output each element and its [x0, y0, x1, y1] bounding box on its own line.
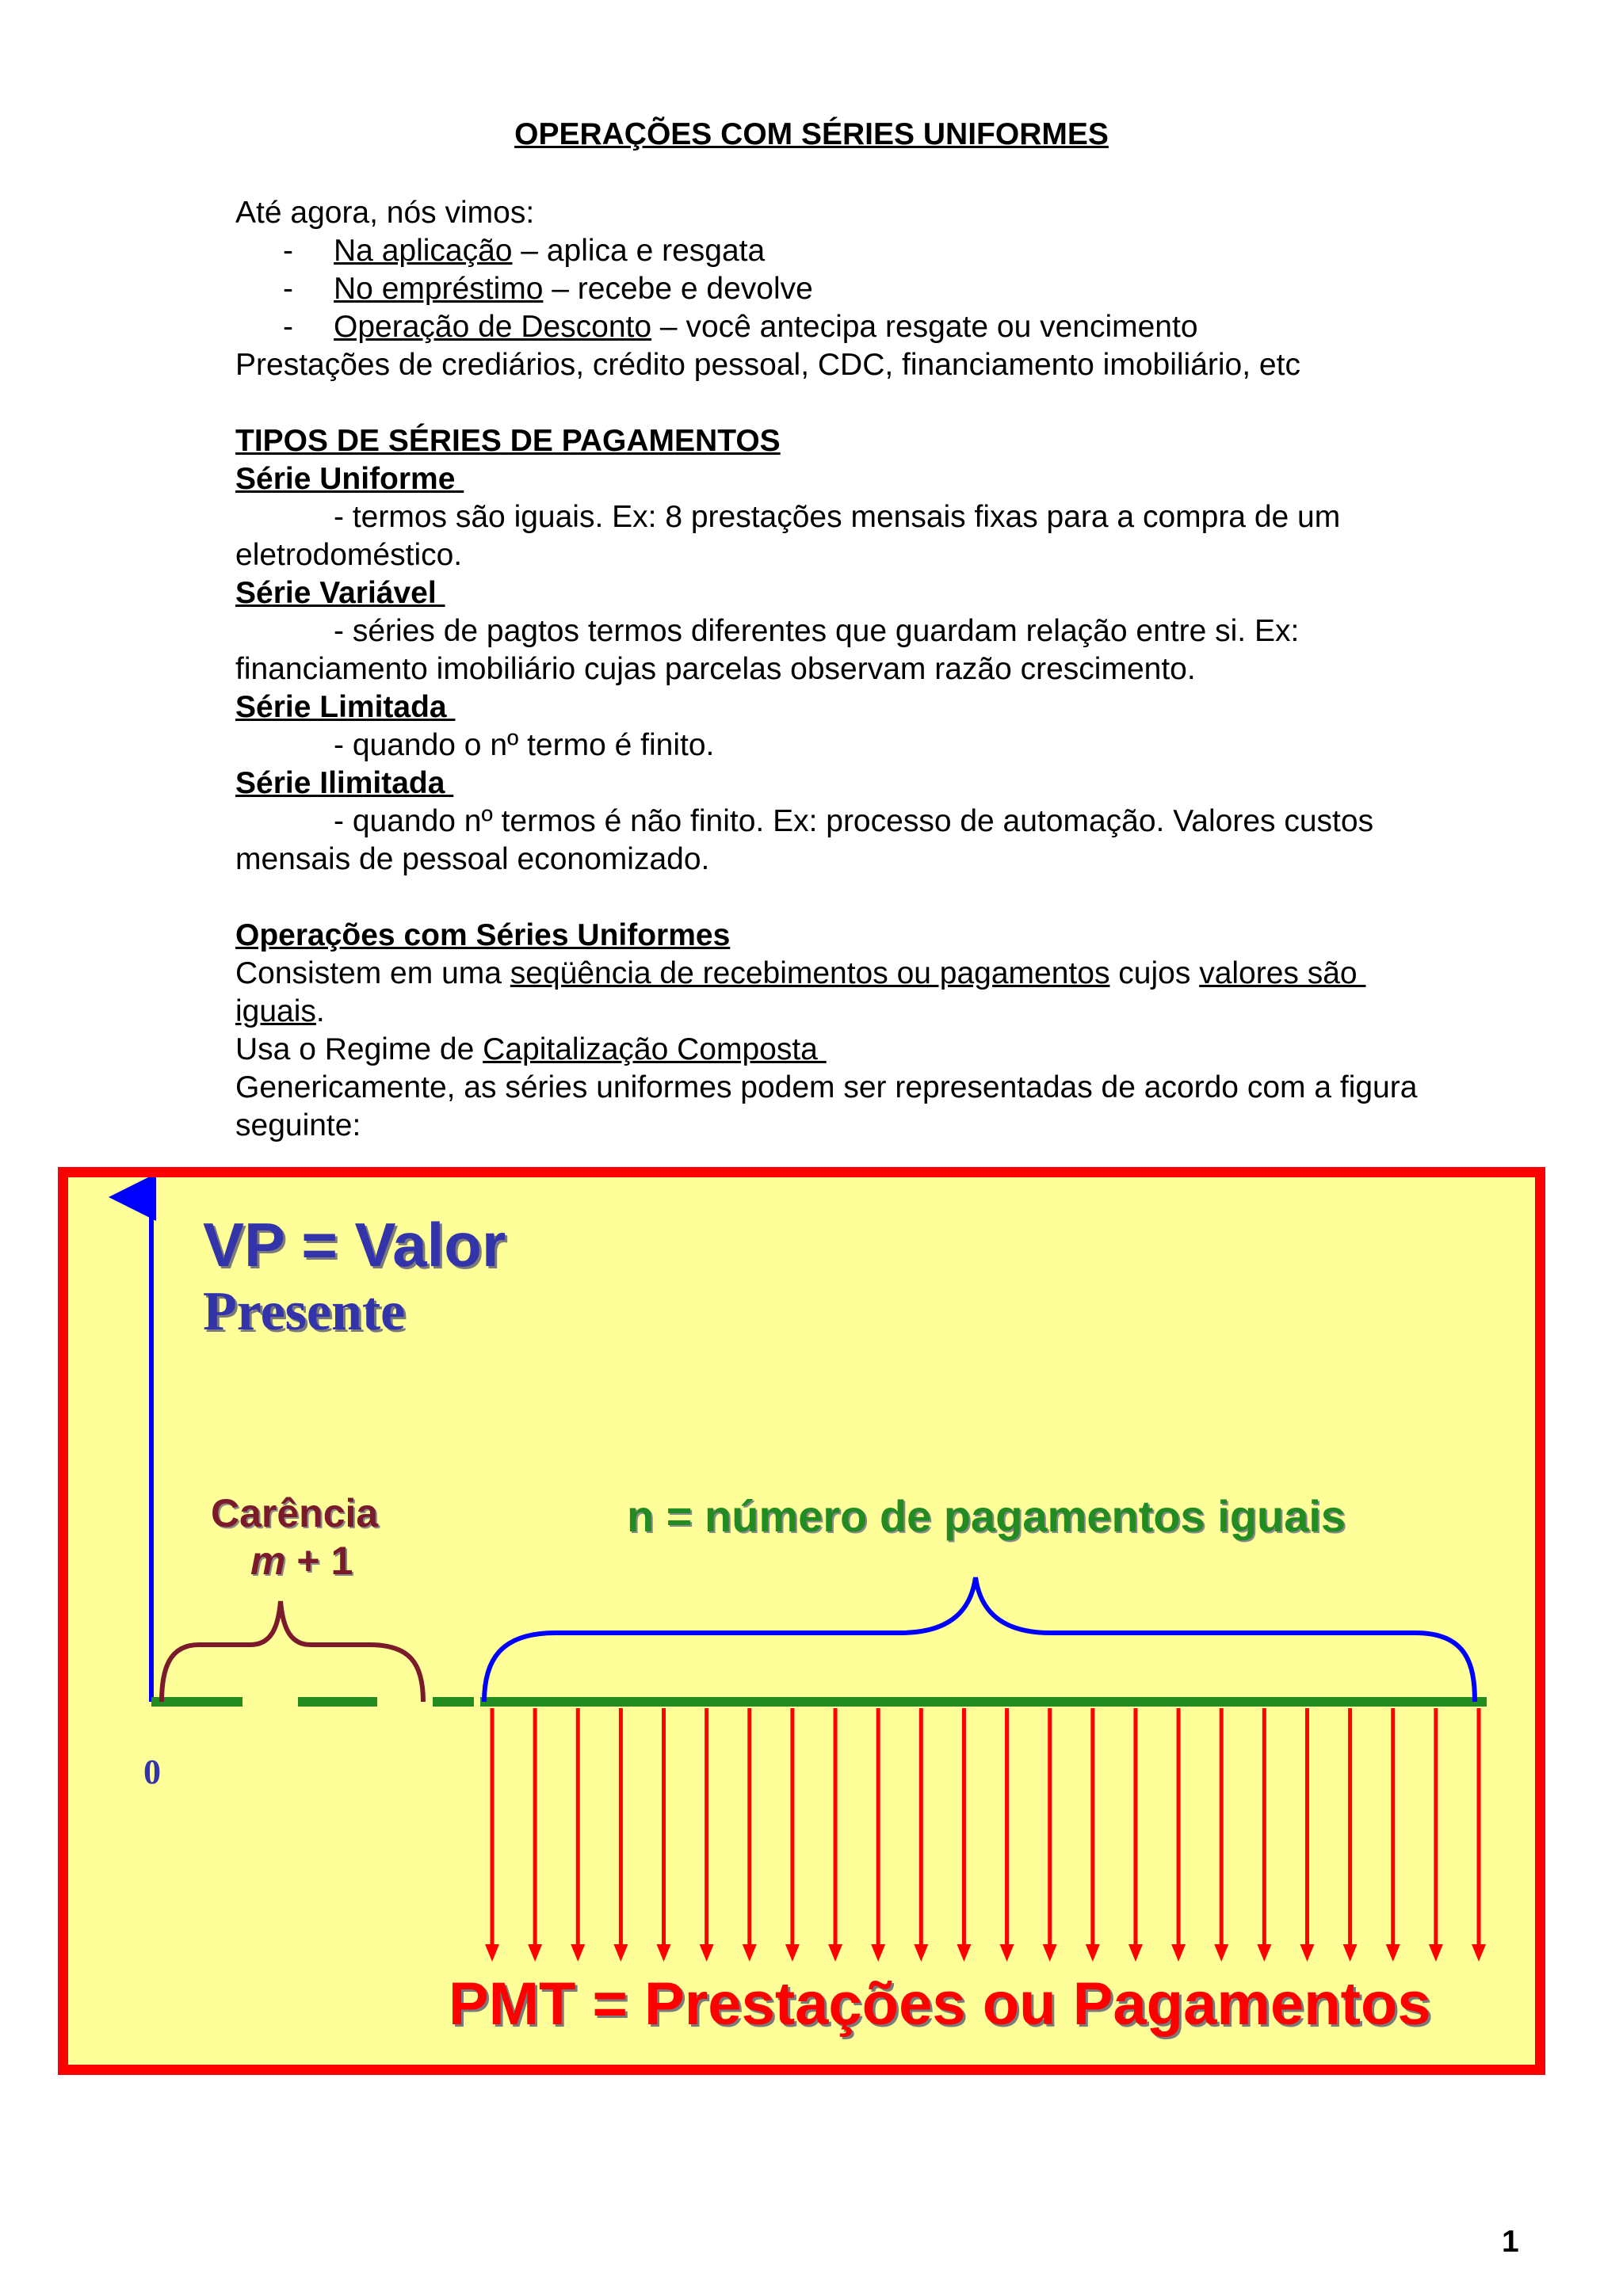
ops-paragraph-1 [235, 955, 1535, 993]
payment-arrow-head [1128, 1944, 1143, 1962]
intro-lead: Até agora, nós vimos: [235, 196, 535, 230]
list-item: - Na aplicação – aplica e resgata [283, 234, 766, 268]
page-number: 1 [1502, 2225, 1519, 2259]
payment-arrow-head [1386, 1944, 1400, 1962]
list-item: - No empréstimo – recebe e devolve [283, 272, 813, 306]
serie-ilimitada-desc: - quando nº termos é não finito. Ex: processo de automação. Valores custos [334, 804, 1374, 838]
pmt-label: PMT = Prestações ou Pagamentos [449, 1970, 1431, 2038]
payment-arrow-head [613, 1944, 628, 1962]
vp-label: VP = Valor [203, 1210, 506, 1280]
ops-paragraph-3-cont: seguinte: [235, 1108, 361, 1142]
serie-variavel-heading: Série Variável [235, 576, 445, 610]
payment-arrow-head [657, 1944, 671, 1962]
list-item: - Operação de Desconto – você antecipa resgate ou vencimento [283, 310, 1198, 344]
list-item-term: Na aplicação [334, 234, 513, 268]
serie-uniforme-desc: - termos são iguais. Ex: 8 prestações mensais fixas para a compra de um [334, 500, 1341, 534]
carencia-rest: + 1 [285, 1539, 353, 1583]
origin-label: 0 [143, 1753, 161, 1791]
payment-arrow-head [1472, 1944, 1486, 1962]
list-item-text: – aplica e resgata [512, 234, 766, 268]
ops-text: Consistem em uma [235, 956, 510, 990]
ops-text: . [315, 994, 325, 1028]
payment-arrow-head [1257, 1944, 1271, 1962]
ops-underlined: seqüência de recebimentos ou pagamentos [510, 956, 1110, 990]
payment-arrow-head [1429, 1944, 1443, 1962]
intro-closing: Prestações de crediários, crédito pessoal, CDC, financiamento imobiliário, etc [235, 348, 1300, 382]
payment-arrow-head [743, 1944, 757, 1962]
serie-variavel-desc-cont: financiamento imobiliário cujas parcelas observam razão crescimento. [235, 652, 1196, 686]
list-item-term: Operação de Desconto [334, 310, 652, 344]
ops-underlined: valores são [1199, 956, 1366, 990]
serie-ilimitada-desc-cont: mensais de pessoal economizado. [235, 842, 710, 876]
list-item-text: – recebe e devolve [543, 272, 813, 306]
payment-arrow-head [1000, 1944, 1014, 1962]
serie-ilimitada-heading: Série Ilimitada [235, 766, 454, 800]
ops-paragraph-1-cont [235, 993, 1535, 1031]
cash-flow-diagram [58, 1167, 1545, 2075]
payment-arrow-head [785, 1944, 800, 1962]
n-brace [484, 1577, 1475, 1702]
ops-paragraph-2 [235, 1031, 1535, 1069]
list-item-term: No empréstimo [334, 272, 544, 306]
payment-arrow-head [1171, 1944, 1186, 1962]
page-title: OPERAÇÕES COM SÉRIES UNIFORMES [514, 117, 1109, 151]
payment-arrow-head [1214, 1944, 1228, 1962]
ops-paragraph-3: Genericamente, as séries uniformes podem ser representadas de acordo com a figura [235, 1070, 1418, 1104]
payment-arrow-head [700, 1944, 714, 1962]
payment-arrow-head [1043, 1944, 1057, 1962]
payment-arrow-head [871, 1944, 885, 1962]
payment-arrow-head [528, 1944, 542, 1962]
payment-arrow-head [957, 1944, 971, 1962]
ops-heading: Operações com Séries Uniformes [235, 918, 731, 952]
vp-label-line2: Presente [203, 1281, 406, 1342]
payment-arrow-head [1086, 1944, 1100, 1962]
payment-arrows [485, 1708, 1486, 1962]
types-heading: TIPOS DE SÉRIES DE PAGAMENTOS [235, 424, 781, 458]
payment-arrow-head [1343, 1944, 1358, 1962]
serie-uniforme-desc-cont: eletrodoméstico. [235, 538, 463, 572]
payment-arrow-head [828, 1944, 842, 1962]
n-label: n = número de pagamentos iguais [627, 1491, 1346, 1541]
intro-list [235, 232, 1535, 346]
carencia-label: Carência [211, 1491, 379, 1535]
list-item-text: – você antecipa resgate ou vencimento [651, 310, 1198, 344]
payment-arrow-head [485, 1944, 499, 1962]
serie-limitada-desc: - quando o nº termo é finito. [334, 728, 715, 762]
carencia-brace [162, 1601, 423, 1702]
ops-text: cujos [1109, 956, 1200, 990]
ops-text: Usa o Regime de [235, 1032, 483, 1066]
payment-arrow-head [1300, 1944, 1314, 1962]
serie-uniforme-heading: Série Uniforme [235, 462, 464, 496]
serie-limitada-heading: Série Limitada [235, 690, 456, 724]
payment-arrow-head [914, 1944, 928, 1962]
payment-arrow-head [571, 1944, 585, 1962]
intro-section [235, 194, 1535, 1145]
carencia-m: m [250, 1539, 286, 1583]
carencia-formula [250, 1538, 353, 1584]
ops-underlined: iguais [235, 994, 316, 1028]
serie-variavel-desc: - séries de pagtos termos diferentes que guardam relação entre si. Ex: [334, 614, 1300, 648]
ops-underlined: Capitalização Composta [483, 1032, 827, 1066]
